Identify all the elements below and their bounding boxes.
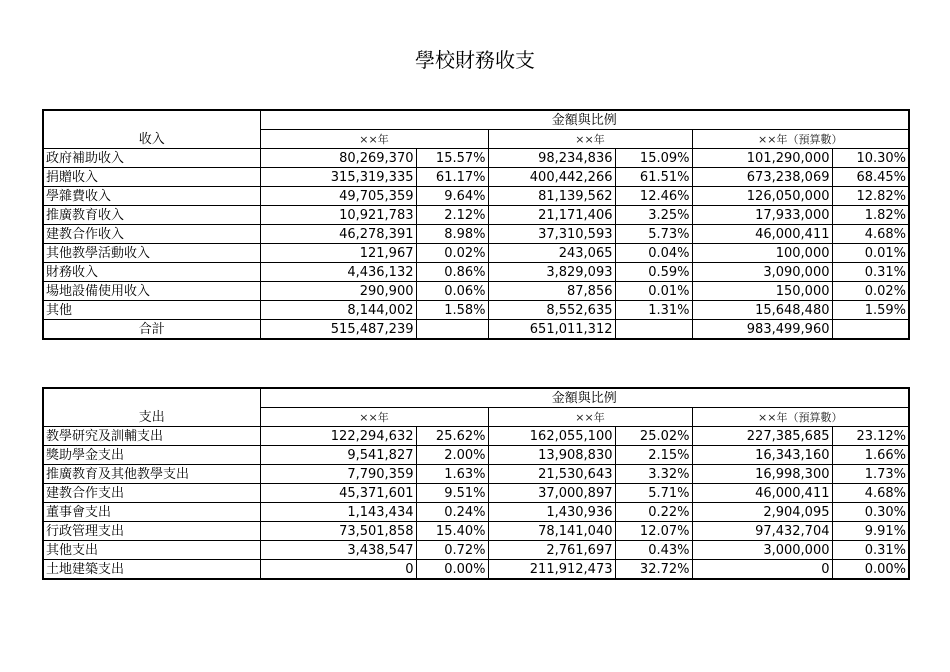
table-row (43, 149, 909, 168)
percent-cell: 0.31% (832, 263, 909, 282)
amount-cell: 315,319,335 (260, 168, 416, 187)
amount-cell: 10,921,783 (260, 206, 416, 225)
total-amount: 983,499,960 (692, 320, 832, 340)
amount-cell: 1,143,434 (260, 503, 416, 522)
percent-cell: 15.40% (416, 522, 488, 541)
percent-cell: 1.59% (832, 301, 909, 320)
table-row (43, 484, 909, 503)
table-row (43, 427, 909, 446)
row-label: 董事會支出 (43, 503, 260, 522)
empty-cell (416, 320, 488, 340)
amount-cell: 87,856 (488, 282, 615, 301)
header-row (43, 388, 909, 408)
percent-cell: 2.00% (416, 446, 488, 465)
row-label: 推廣教育及其他教學支出 (43, 465, 260, 484)
percent-cell: 0.02% (832, 282, 909, 301)
table-row (43, 465, 909, 484)
row-label: 土地建築支出 (43, 560, 260, 580)
amount-cell: 98,234,836 (488, 149, 615, 168)
amount-cell: 400,442,266 (488, 168, 615, 187)
year-header: ××年（預算數） (692, 408, 909, 427)
percent-cell: 0.59% (615, 263, 692, 282)
percent-cell: 1.66% (832, 446, 909, 465)
amount-cell: 21,171,406 (488, 206, 615, 225)
amount-cell: 37,000,897 (488, 484, 615, 503)
amount-cell: 9,541,827 (260, 446, 416, 465)
percent-cell: 3.32% (615, 465, 692, 484)
percent-cell: 0.00% (832, 560, 909, 580)
amount-cell: 0 (260, 560, 416, 580)
row-label: 行政管理支出 (43, 522, 260, 541)
row-label: 建教合作支出 (43, 484, 260, 503)
table-row (43, 301, 909, 320)
percent-cell: 32.72% (615, 560, 692, 580)
amount-cell: 3,000,000 (692, 541, 832, 560)
year-header: ××年 (488, 130, 692, 149)
percent-cell: 1.82% (832, 206, 909, 225)
row-label: 學雜費收入 (43, 187, 260, 206)
amount-cell: 97,432,704 (692, 522, 832, 541)
percent-cell: 25.62% (416, 427, 488, 446)
amount-cell: 150,000 (692, 282, 832, 301)
row-label: 其他教學活動收入 (43, 244, 260, 263)
percent-cell: 1.63% (416, 465, 488, 484)
percent-cell: 4.68% (832, 484, 909, 503)
percent-cell: 1.31% (615, 301, 692, 320)
year-header: ××年（預算數） (692, 130, 909, 149)
percent-cell: 61.17% (416, 168, 488, 187)
percent-cell: 23.12% (832, 427, 909, 446)
amount-cell: 3,090,000 (692, 263, 832, 282)
year-header: ××年 (488, 408, 692, 427)
amount-cell: 673,238,069 (692, 168, 832, 187)
amount-cell: 2,904,095 (692, 503, 832, 522)
page-title: 學校財務收支 (415, 48, 535, 72)
amount-cell: 100,000 (692, 244, 832, 263)
percent-cell: 12.82% (832, 187, 909, 206)
amount-cell: 81,139,562 (488, 187, 615, 206)
amount-cell: 227,385,685 (692, 427, 832, 446)
amount-cell: 3,829,093 (488, 263, 615, 282)
percent-cell: 0.24% (416, 503, 488, 522)
row-label: 建教合作收入 (43, 225, 260, 244)
amount-cell: 126,050,000 (692, 187, 832, 206)
percent-cell: 0.86% (416, 263, 488, 282)
percent-cell: 15.09% (615, 149, 692, 168)
table-row (43, 187, 909, 206)
amount-cell: 121,967 (260, 244, 416, 263)
amount-cell: 73,501,858 (260, 522, 416, 541)
percent-cell: 12.46% (615, 187, 692, 206)
amount-cell: 2,761,697 (488, 541, 615, 560)
percent-cell: 1.73% (832, 465, 909, 484)
amount-cell: 4,436,132 (260, 263, 416, 282)
table-row (43, 282, 909, 301)
percent-cell: 0.01% (615, 282, 692, 301)
group-header: 金額與比例 (260, 388, 909, 408)
percent-cell: 0.00% (416, 560, 488, 580)
table-row (43, 263, 909, 282)
amount-cell: 290,900 (260, 282, 416, 301)
amount-cell: 15,648,480 (692, 301, 832, 320)
amount-cell: 46,000,411 (692, 484, 832, 503)
percent-cell: 0.01% (832, 244, 909, 263)
expense-table (42, 387, 910, 580)
percent-cell: 3.25% (615, 206, 692, 225)
amount-cell: 17,933,000 (692, 206, 832, 225)
percent-cell: 15.57% (416, 149, 488, 168)
total-amount: 515,487,239 (260, 320, 416, 340)
table-row (43, 522, 909, 541)
table-row (43, 560, 909, 580)
amount-cell: 122,294,632 (260, 427, 416, 446)
empty-cell (615, 320, 692, 340)
row-header: 收入 (43, 110, 260, 149)
table-row (43, 503, 909, 522)
percent-cell: 25.02% (615, 427, 692, 446)
group-header: 金額與比例 (260, 110, 909, 130)
row-label: 場地設備使用收入 (43, 282, 260, 301)
percent-cell: 0.31% (832, 541, 909, 560)
table-row (43, 244, 909, 263)
percent-cell: 1.58% (416, 301, 488, 320)
amount-cell: 162,055,100 (488, 427, 615, 446)
table-row (43, 541, 909, 560)
amount-cell: 13,908,830 (488, 446, 615, 465)
percent-cell: 5.71% (615, 484, 692, 503)
percent-cell: 0.02% (416, 244, 488, 263)
row-label: 獎助學金支出 (43, 446, 260, 465)
amount-cell: 49,705,359 (260, 187, 416, 206)
percent-cell: 9.91% (832, 522, 909, 541)
row-label: 教學研究及訓輔支出 (43, 427, 260, 446)
table-row (43, 168, 909, 187)
empty-cell (832, 320, 909, 340)
percent-cell: 0.43% (615, 541, 692, 560)
income-table (42, 109, 910, 340)
percent-cell: 2.12% (416, 206, 488, 225)
amount-cell: 80,269,370 (260, 149, 416, 168)
total-label: 合計 (43, 320, 260, 340)
amount-cell: 211,912,473 (488, 560, 615, 580)
percent-cell: 10.30% (832, 149, 909, 168)
amount-cell: 37,310,593 (488, 225, 615, 244)
amount-cell: 16,998,300 (692, 465, 832, 484)
table-row (43, 446, 909, 465)
table-row (43, 206, 909, 225)
amount-cell: 0 (692, 560, 832, 580)
percent-cell: 0.72% (416, 541, 488, 560)
row-label: 其他支出 (43, 541, 260, 560)
amount-cell: 7,790,359 (260, 465, 416, 484)
percent-cell: 0.22% (615, 503, 692, 522)
row-label: 其他 (43, 301, 260, 320)
amount-cell: 3,438,547 (260, 541, 416, 560)
total-amount: 651,011,312 (488, 320, 615, 340)
amount-cell: 1,430,936 (488, 503, 615, 522)
percent-cell: 0.30% (832, 503, 909, 522)
amount-cell: 8,144,002 (260, 301, 416, 320)
percent-cell: 8.98% (416, 225, 488, 244)
row-label: 政府補助收入 (43, 149, 260, 168)
percent-cell: 2.15% (615, 446, 692, 465)
percent-cell: 0.06% (416, 282, 488, 301)
percent-cell: 68.45% (832, 168, 909, 187)
row-label: 捐贈收入 (43, 168, 260, 187)
amount-cell: 101,290,000 (692, 149, 832, 168)
total-row (43, 320, 909, 340)
row-header: 支出 (43, 388, 260, 427)
row-label: 推廣教育收入 (43, 206, 260, 225)
row-label: 財務收入 (43, 263, 260, 282)
percent-cell: 5.73% (615, 225, 692, 244)
amount-cell: 21,530,643 (488, 465, 615, 484)
percent-cell: 61.51% (615, 168, 692, 187)
percent-cell: 9.51% (416, 484, 488, 503)
header-row (43, 110, 909, 130)
amount-cell: 8,552,635 (488, 301, 615, 320)
amount-cell: 45,371,601 (260, 484, 416, 503)
amount-cell: 46,278,391 (260, 225, 416, 244)
year-header: ××年 (260, 130, 488, 149)
percent-cell: 9.64% (416, 187, 488, 206)
table-row (43, 225, 909, 244)
amount-cell: 243,065 (488, 244, 615, 263)
amount-cell: 46,000,411 (692, 225, 832, 244)
percent-cell: 12.07% (615, 522, 692, 541)
amount-cell: 78,141,040 (488, 522, 615, 541)
percent-cell: 4.68% (832, 225, 909, 244)
amount-cell: 16,343,160 (692, 446, 832, 465)
percent-cell: 0.04% (615, 244, 692, 263)
year-header: ××年 (260, 408, 488, 427)
